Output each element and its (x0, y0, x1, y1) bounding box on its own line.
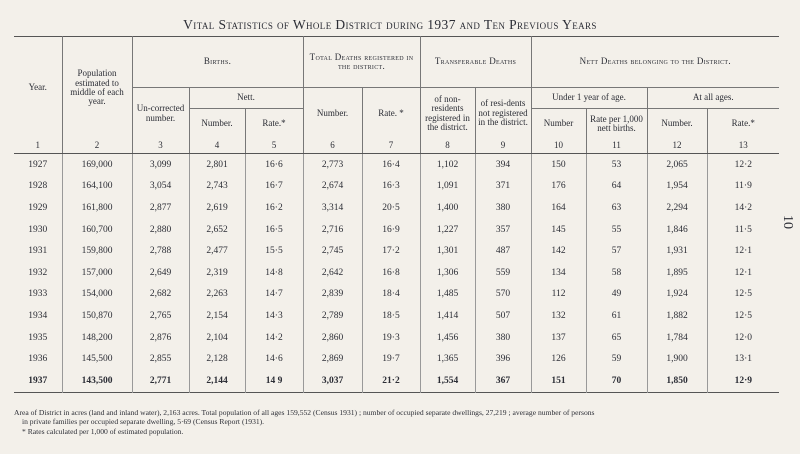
table-cell: 487 (475, 240, 531, 262)
table-cell: 169,000 (62, 154, 132, 176)
table-cell: 570 (475, 284, 531, 306)
table-row (14, 284, 779, 306)
table-cell: 145,500 (62, 348, 132, 370)
table-cell: 157,000 (62, 262, 132, 284)
table-row (14, 197, 779, 219)
table-cell: 2,765 (132, 305, 189, 327)
header-births-rate: Rate.* (245, 109, 303, 140)
header-residents: of resi-dents not registered in the district. (475, 88, 531, 140)
table-cell: 3,037 (303, 370, 362, 392)
table-cell: 1934 (28, 310, 48, 321)
table-cell: 1,924 (647, 284, 707, 306)
table-cell: 53 (586, 154, 647, 176)
footnote-rates: * Rates calculated per 1,000 of estimated population. (22, 426, 184, 436)
table-cell: 3,099 (132, 154, 189, 176)
table-cell: 164 (531, 197, 586, 219)
table-cell: 1937 (28, 375, 48, 386)
table-cell: 1,306 (420, 262, 475, 284)
table-cell: 148,200 (62, 327, 132, 349)
table-cell: 1,365 (420, 348, 475, 370)
table-cell: 2,716 (303, 219, 362, 241)
header-deaths-rate: Rate. * (362, 88, 420, 140)
table-cell: 1933 (28, 289, 48, 300)
table-cell: 2,855 (132, 348, 189, 370)
table-cell: 63 (586, 197, 647, 219)
table-cell: 16·3 (362, 176, 420, 198)
table-cell: 1935 (28, 332, 48, 343)
table-cell: 1930 (28, 224, 48, 235)
table-cell: 396 (475, 348, 531, 370)
table-row (14, 262, 779, 284)
table-cell: 12·1 (707, 262, 779, 284)
table-cell: 1,900 (647, 348, 707, 370)
table-cell: 1,784 (647, 327, 707, 349)
table-cell: 70 (586, 370, 647, 392)
table-cell: 2,128 (189, 348, 245, 370)
table-cell: 112 (531, 284, 586, 306)
table-cell: 2,880 (132, 219, 189, 241)
header-deaths-number: Number. (303, 88, 362, 140)
table-cell: 12·9 (707, 370, 779, 392)
table-cell: 394 (475, 154, 531, 176)
table-cell: 154,000 (62, 284, 132, 306)
table-cell: 1931 (28, 246, 48, 257)
table-cell: 1928 (28, 181, 48, 192)
table-cell: 55 (586, 219, 647, 241)
table-cell: 16·2 (245, 197, 303, 219)
table-cell: 14·3 (245, 305, 303, 327)
table-row (14, 219, 779, 241)
table-cell: 61 (586, 305, 647, 327)
table-cell: 160,700 (62, 219, 132, 241)
page-title: Vital Statistics of Whole District during 1937 and Ten Previous Years (183, 17, 597, 32)
header-total-deaths: Total Deaths registered in the district. (303, 37, 420, 88)
column-number: 6 (303, 139, 362, 154)
table-row (14, 154, 779, 176)
table-cell: 380 (475, 197, 531, 219)
table-cell: 2,294 (647, 197, 707, 219)
table-cell: 1,554 (420, 370, 475, 392)
header-all-ages: At all ages. (647, 88, 779, 109)
table-cell: 2,877 (132, 197, 189, 219)
table-cell: 1,882 (647, 305, 707, 327)
table-cell: 2,801 (189, 154, 245, 176)
header-births-number: Number. (189, 109, 245, 140)
table-row (14, 327, 779, 349)
table-cell: 380 (475, 327, 531, 349)
column-number: 9 (475, 139, 531, 154)
table-cell: 16·6 (245, 154, 303, 176)
table-cell: 16·9 (362, 219, 420, 241)
table-cell: 2,745 (303, 240, 362, 262)
table-cell: 1,227 (420, 219, 475, 241)
table-cell: 176 (531, 176, 586, 198)
table-cell: 367 (475, 370, 531, 392)
table-cell: 2,642 (303, 262, 362, 284)
table-cell: 2,789 (303, 305, 362, 327)
table-cell: 132 (531, 305, 586, 327)
table-cell: 11·5 (707, 219, 779, 241)
table-cell: 3,314 (303, 197, 362, 219)
table-cell: 12·1 (707, 240, 779, 262)
table-cell: 19·3 (362, 327, 420, 349)
table-cell: 2,773 (303, 154, 362, 176)
table-cell: 59 (586, 348, 647, 370)
table-cell: 2,682 (132, 284, 189, 306)
footnotes (14, 408, 784, 436)
table-cell: 18·4 (362, 284, 420, 306)
table-cell: 1,846 (647, 219, 707, 241)
table-row (14, 305, 779, 327)
footnote-area: Area of District in acres (land and inland water), 2,163 acres. Total population of all ages 159,552 (Census 1931) ; number of occupied separate dwellings, 27,219 ; average number of persons (14, 408, 595, 417)
table-cell: 12·5 (707, 305, 779, 327)
page-number: 10 (780, 215, 795, 229)
table-cell: 64 (586, 176, 647, 198)
table-cell: 2,771 (132, 370, 189, 392)
column-number: 10 (531, 139, 586, 154)
table-cell: 1,301 (420, 240, 475, 262)
table-cell: 16·7 (245, 176, 303, 198)
table-cell: 14·6 (245, 348, 303, 370)
column-number: 8 (420, 139, 475, 154)
table-cell: 126 (531, 348, 586, 370)
table-cell: 12·0 (707, 327, 779, 349)
table-cell: 57 (586, 240, 647, 262)
table-cell: 1927 (28, 159, 48, 170)
table-cell: 1,931 (647, 240, 707, 262)
table-cell: 559 (475, 262, 531, 284)
table-cell: 16·8 (362, 262, 420, 284)
table-cell: 2,477 (189, 240, 245, 262)
column-number: 4 (189, 139, 245, 154)
table-cell: 1,456 (420, 327, 475, 349)
header-births-nett: Nett. (189, 88, 303, 109)
table-cell: 3,054 (132, 176, 189, 198)
table-cell: 2,743 (189, 176, 245, 198)
vital-statistics-table (14, 36, 779, 393)
column-number: 13 (707, 139, 779, 154)
table-cell: 65 (586, 327, 647, 349)
table-cell: 14·8 (245, 262, 303, 284)
table-cell: 2,144 (189, 370, 245, 392)
table-cell: 11·9 (707, 176, 779, 198)
table-cell: 2,860 (303, 327, 362, 349)
column-number: 1 (14, 139, 62, 154)
header-all-ages-number: Number. (647, 109, 707, 140)
table-cell: 1,091 (420, 176, 475, 198)
table-cell: 14·2 (245, 327, 303, 349)
table-cell: 12·2 (707, 154, 779, 176)
table-cell: 1929 (28, 202, 48, 213)
footnote-dwellings: in private families per occupied separate dwelling, 5·69 (Census Report (1931). (22, 417, 265, 427)
table-cell: 150,870 (62, 305, 132, 327)
header-nett-deaths: Nett Deaths belonging to the District. (531, 37, 779, 88)
column-number: 11 (586, 139, 647, 154)
table-cell: 58 (586, 262, 647, 284)
table-cell: 1,400 (420, 197, 475, 219)
table-cell: 2,839 (303, 284, 362, 306)
table-cell: 49 (586, 284, 647, 306)
table-cell: 2,619 (189, 197, 245, 219)
table-cell: 1,850 (647, 370, 707, 392)
header-transferable-deaths: Transferable Deaths (420, 37, 531, 88)
table-cell: 13·1 (707, 348, 779, 370)
header-year: Year. (28, 82, 47, 93)
table-cell: 16·4 (362, 154, 420, 176)
table-cell: 21·2 (362, 370, 420, 392)
table-cell: 17·2 (362, 240, 420, 262)
table-cell: 1936 (28, 354, 48, 365)
column-number: 5 (245, 139, 303, 154)
table-cell: 14·7 (245, 284, 303, 306)
table-cell: 164,100 (62, 176, 132, 198)
table-cell: 142 (531, 240, 586, 262)
header-births: Births. (132, 37, 303, 88)
table-cell: 2,263 (189, 284, 245, 306)
table-cell: 161,800 (62, 197, 132, 219)
table-cell: 159,800 (62, 240, 132, 262)
table-cell: 1,485 (420, 284, 475, 306)
table-cell: 150 (531, 154, 586, 176)
table-cell: 1,414 (420, 305, 475, 327)
table-row (14, 370, 779, 392)
table-cell: 143,500 (62, 370, 132, 392)
column-number: 2 (62, 139, 132, 154)
table-cell: 2,788 (132, 240, 189, 262)
header-under-one-rate: Rate per 1,000 nett births. (586, 109, 647, 140)
header-under-one-number: Number (531, 109, 586, 140)
table-cell: 507 (475, 305, 531, 327)
column-number: 3 (132, 139, 189, 154)
table-row (14, 176, 779, 198)
header-non-residents: of non-residents registered in the district. (420, 88, 475, 140)
table-cell: 2,869 (303, 348, 362, 370)
table-row (14, 348, 779, 370)
header-under-one: Under 1 year of age. (531, 88, 647, 109)
table-cell: 15·5 (245, 240, 303, 262)
table-cell: 2,065 (647, 154, 707, 176)
table-cell: 2,104 (189, 327, 245, 349)
table-cell: 12·5 (707, 284, 779, 306)
table-cell: 151 (531, 370, 586, 392)
column-number: 7 (362, 139, 420, 154)
header-population: Population estimated to middle of each year. (62, 37, 132, 140)
header-births-uncorrected: Un-corrected number. (132, 88, 189, 140)
table-cell: 1,954 (647, 176, 707, 198)
table-cell: 2,652 (189, 219, 245, 241)
table-cell: 16·5 (245, 219, 303, 241)
table-cell: 2,154 (189, 305, 245, 327)
table-cell: 357 (475, 219, 531, 241)
table-cell: 2,876 (132, 327, 189, 349)
table-cell: 19·7 (362, 348, 420, 370)
table-cell: 2,649 (132, 262, 189, 284)
table-cell: 1932 (28, 267, 48, 278)
table-cell: 1,895 (647, 262, 707, 284)
table-cell: 137 (531, 327, 586, 349)
table-cell: 2,319 (189, 262, 245, 284)
header-all-ages-rate: Rate.* (707, 109, 779, 140)
table-row (14, 240, 779, 262)
column-number: 12 (647, 139, 707, 154)
table-cell: 20·5 (362, 197, 420, 219)
table-cell: 2,674 (303, 176, 362, 198)
table-cell: 18·5 (362, 305, 420, 327)
table-cell: 1,102 (420, 154, 475, 176)
table-cell: 145 (531, 219, 586, 241)
table-cell: 14 9 (245, 370, 303, 392)
table-cell: 14·2 (707, 197, 779, 219)
table-cell: 134 (531, 262, 586, 284)
table-cell: 371 (475, 176, 531, 198)
